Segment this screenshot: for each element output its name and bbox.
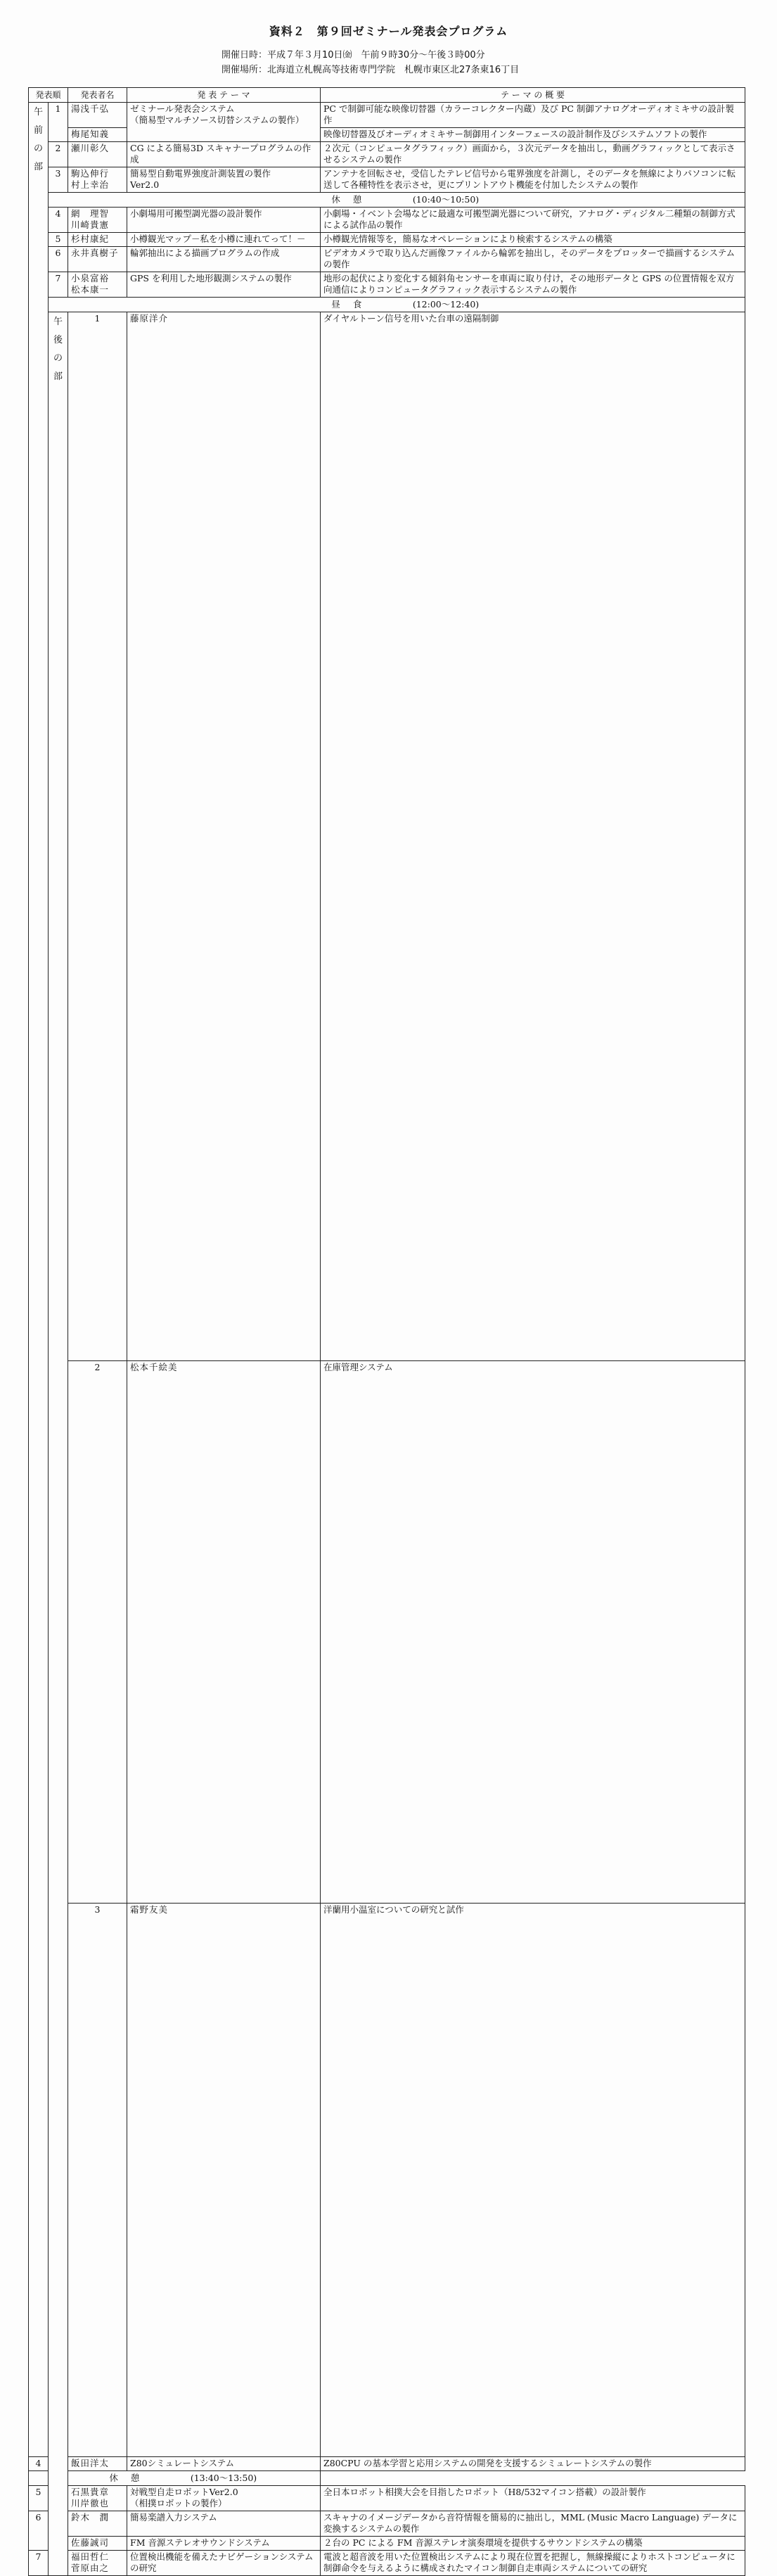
break-time: (13:40〜13:50): [190, 2473, 257, 2483]
table-row: [29, 1904, 745, 2457]
section-afternoon-label: 午後の部: [53, 317, 63, 382]
presentation-number: 1: [68, 312, 127, 1361]
theme-summary: ２台の PC による FM 音源ステレオ演奏環境を提供するサウンドシステムの構築: [321, 2537, 745, 2551]
break-label: 休憩: [109, 2473, 153, 2483]
presenter-name: 藤原洋介: [127, 312, 321, 1361]
header-summary: テ ー マ の 概 要: [321, 88, 745, 103]
header-order: 発表順: [29, 88, 68, 103]
header-presenter: 発表者名: [68, 88, 127, 103]
break-row: [29, 2471, 745, 2486]
presentation-theme: ゼミナール発表会システム （簡易型マルチソース切替システムの製作）: [127, 103, 321, 142]
theme-summary: アンテナを回転させ，受信したテレビ信号から電界強度を計測し，そのデータを無線によりパソコンに転送して各種特性を表示させ，更にプリントアウト機能を付加したシステムの製作: [321, 167, 745, 193]
table-row: [29, 2511, 745, 2537]
break-row: [29, 193, 745, 208]
presenter-name: 松本千絵美: [127, 1361, 321, 1904]
table-row: [29, 208, 745, 233]
break-time: (12:00〜12:40): [412, 299, 480, 310]
theme-summary: ２次元（コンピュータグラフィック）画面から，３次元データを抽出し，動画グラフィックとして表示させるシステムの製作: [321, 142, 745, 167]
table-row: [29, 312, 745, 1361]
presentation-number: 4: [49, 208, 68, 233]
presenter-name: 永井真樹子: [68, 247, 127, 272]
presentation-number: 5: [49, 233, 68, 247]
header-theme: 発 表 テ ー マ: [127, 88, 321, 103]
presentation-theme: 簡易型自動電界強度計測装置の製作 Ver2.0: [127, 167, 321, 193]
presentation-theme: 小樽観光マップ－私を小樽に連れてって！－: [127, 233, 321, 247]
presentation-theme: 位置検出機能を備えたナビゲーションシステムの研究: [127, 2551, 321, 2576]
break-label: 昼食: [331, 299, 375, 310]
presentation-theme: 在庫管理システム: [321, 1361, 745, 1904]
event-datetime: 開催日時：平成７年３月10日㈮ 午前９時30分〜午後３時00分: [221, 50, 485, 60]
theme-summary: 全日本ロボット相撲大会を目指したロボット（H8/532マイコン搭載）の設計製作: [321, 2486, 745, 2511]
presenter-name: 杉村康紀: [68, 233, 127, 247]
table-row: [29, 103, 745, 128]
presenter-name: 駒込伸行 村上幸治: [68, 167, 127, 193]
presentation-number: 2: [68, 1361, 127, 1904]
presenter-name: 石黒貴章 川岸徹也: [68, 2486, 127, 2511]
break-row: [29, 298, 745, 312]
table-row: [29, 167, 745, 193]
break-label: 休憩: [331, 194, 375, 205]
presentation-number: 3: [68, 1904, 127, 2457]
presentation-theme: 輪郭抽出による描画プログラムの作成: [127, 247, 321, 272]
presentation-number: 1: [49, 103, 68, 142]
presenter-name: 瀬川彰久: [68, 142, 127, 167]
presentation-number: 7: [29, 2551, 49, 2576]
presentation-theme: ダイヤルトーン信号を用いた台車の遠隔制御: [321, 312, 745, 1361]
presentation-theme: 簡易楽譜入力システム: [127, 2511, 321, 2537]
presentation-number: 2: [49, 142, 68, 167]
section-morning: [29, 103, 49, 2457]
presentation-number: 6: [29, 2511, 49, 2551]
table-row: [29, 272, 745, 298]
presenter-name: 福田哲仁 菅原由之: [68, 2551, 127, 2576]
presentation-theme: GPS を利用した地形観測システムの製作: [127, 272, 321, 298]
presentation-number: 3: [49, 167, 68, 193]
table-row: [29, 2537, 745, 2551]
theme-summary: 小劇場・イベント会場などに最適な可搬型調光器について研究，アナログ・ディジタル二種類の制御方式による試作品の製作: [321, 208, 745, 233]
theme-summary: 映像切替器及びオーディオミキサー制御用インターフェースの設計制作及びシステムソフトの製作: [321, 128, 745, 142]
break-time: (10:40〜10:50): [412, 194, 480, 205]
table-row: [29, 142, 745, 167]
presenter-name: 小泉富裕 松本康一: [68, 272, 127, 298]
theme-summary: ビデオカメラで取り込んだ画像ファイルから輪郭を抽出し，そのデータをプロッターで描画するシステムの製作: [321, 247, 745, 272]
table-header-row: [29, 88, 745, 103]
presentation-number: 7: [49, 272, 68, 298]
theme-summary: PC で制御可能な映像切替器（カラーコレクター内蔵）及び PC 制御アナログオーディオミキサの設計製作: [321, 103, 745, 128]
event-venue: 開催場所：北海道立札幌高等技術専門学院 札幌市東区北27条東16丁目: [221, 65, 520, 75]
section-afternoon: [49, 312, 68, 2576]
presentation-theme: 対戦型自走ロボットVer2.0 （相撲ロボットの製作）: [127, 2486, 321, 2511]
presentation-theme: 小劇場用可搬型調光器の設計製作: [127, 208, 321, 233]
presenter-name: 鈴木 潤: [68, 2511, 127, 2537]
presenter-name: 霜野友美: [127, 1904, 321, 2457]
table-row: [29, 1361, 745, 1904]
presenter-name: 梅尾知義: [68, 128, 127, 142]
break-cell: [29, 2471, 321, 2486]
theme-summary: 電波と超音波を用いた位置検出システムにより現在位置を把握し，無線操縦によりホストコンピュータに制御命令を与えるように構成されたマイコン制御自走車両システムについての研究: [321, 2551, 745, 2576]
table-row: [29, 233, 745, 247]
presentation-theme: 洋蘭用小温室についての研究と試作: [321, 1904, 745, 2457]
theme-summary: スキャナのイメージデータから音符情報を簡易的に抽出し，MML (Music Macro Language) データに変換するシステムの製作: [321, 2511, 745, 2537]
presenter-name: 佐藤誠司: [68, 2537, 127, 2551]
program-table: [28, 87, 745, 2576]
presentation-number: 6: [49, 247, 68, 272]
presenter-name: 湯浅千弘: [68, 103, 127, 128]
theme-summary: 地形の起伏により変化する傾斜角センサーを車両に取り付け，その地形データと GPS の位置情報を双方向通信によりコンピュータグラフィック表示するシステムの製作: [321, 272, 745, 298]
table-row: [29, 2457, 745, 2471]
break-cell: [49, 193, 745, 208]
presentation-theme: FM 音源ステレオサウンドシステム: [127, 2537, 321, 2551]
break-cell: [49, 298, 745, 312]
presenter-name: 網 理智 川崎貴憲: [68, 208, 127, 233]
table-row: [29, 2551, 745, 2576]
table-row: [29, 2486, 745, 2511]
presentation-theme: CG による簡易3D スキャナープログラムの作成: [127, 142, 321, 167]
theme-summary: 小樽観光情報等を，簡易なオペレーションにより検索するシステムの構築: [321, 233, 745, 247]
theme-summary: Z80CPU の基本学習と応用システムの開発を支援するシミュレートシステムの製作: [321, 2457, 745, 2471]
presentation-number: 4: [29, 2457, 49, 2471]
section-morning-label: 午前の部: [33, 107, 43, 172]
table-row: [29, 247, 745, 272]
presentation-theme: Z80シミュレートシステム: [127, 2457, 321, 2471]
presentation-number: 5: [29, 2486, 49, 2511]
document-title: 資料２ 第９回ゼミナール発表会プログラム: [269, 25, 508, 38]
presenter-name: 飯田洋太: [68, 2457, 127, 2471]
